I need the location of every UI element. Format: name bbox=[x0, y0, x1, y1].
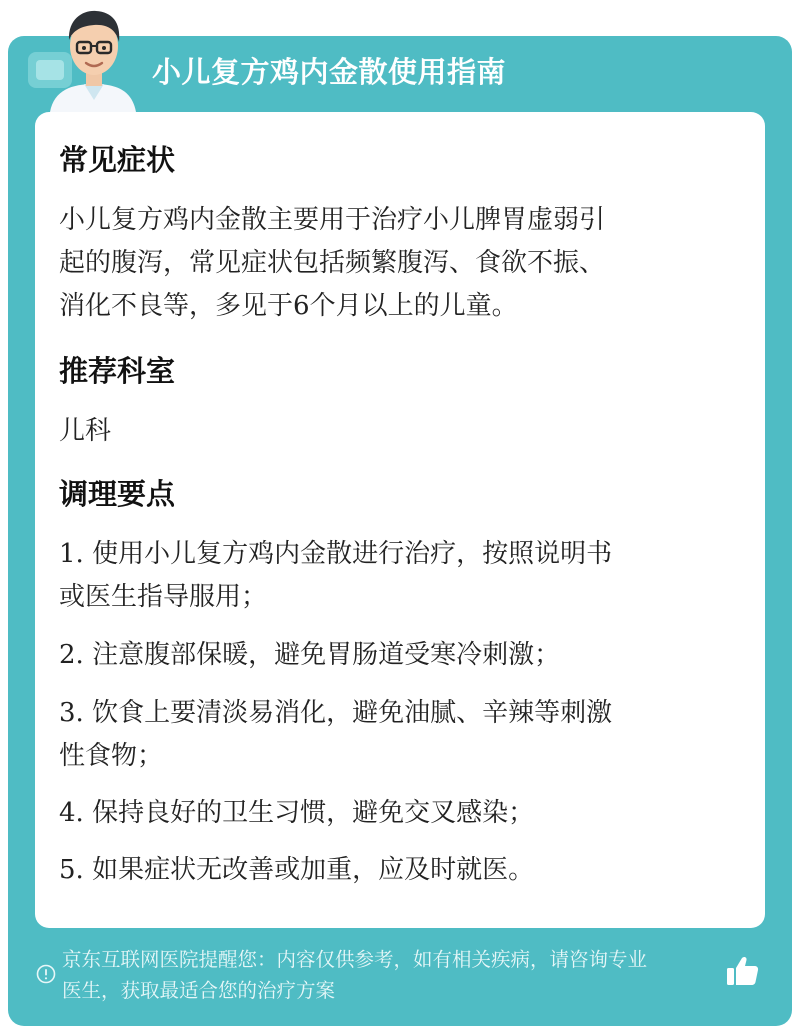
care-item-number: 3. bbox=[59, 698, 84, 728]
section-heading-care: 调理要点 bbox=[59, 477, 176, 511]
content-card bbox=[35, 112, 765, 928]
care-item bbox=[59, 634, 729, 677]
disclaimer-line-2: 医生，获取最适合您的治疗方案 bbox=[62, 979, 336, 1002]
department-value: 儿科 bbox=[59, 416, 112, 446]
symptoms-line-3-a: 消化不良等，多见于 bbox=[59, 291, 294, 321]
care-item bbox=[59, 692, 729, 778]
care-item-text: 饮食上要清淡易消化，避免油腻、辛辣等刺激 bbox=[83, 698, 613, 728]
symptoms-line-3-b: 个月以上的儿童。 bbox=[309, 291, 518, 321]
care-item bbox=[59, 849, 729, 892]
symptoms-line-3 bbox=[59, 285, 729, 328]
page-title: 小儿复方鸡内金散使用指南 bbox=[152, 55, 507, 89]
section-heading-department: 推荐科室 bbox=[59, 354, 176, 388]
care-item-4-line-1 bbox=[59, 792, 729, 835]
care-item-number: 2. bbox=[59, 640, 84, 670]
care-item-3-line-2: 性食物； bbox=[59, 741, 164, 771]
info-icon bbox=[36, 964, 56, 984]
care-item-2-line-1 bbox=[59, 634, 729, 677]
care-item-5-line-1 bbox=[59, 849, 729, 892]
symptoms-line-1: 小儿复方鸡内金散主要用于治疗小儿脾胃虚弱引 bbox=[59, 205, 606, 235]
care-item-text: 注意腹部保暖，避免胃肠道受寒冷刺激； bbox=[83, 640, 561, 670]
care-item bbox=[59, 533, 729, 619]
care-item bbox=[59, 792, 729, 835]
symptoms-line-2: 起的腹泻，常见症状包括频繁腹泻、食欲不振、 bbox=[59, 248, 606, 278]
care-item-3-line-1 bbox=[59, 692, 729, 735]
care-item-number: 4. bbox=[59, 798, 84, 828]
section-heading-symptoms: 常见症状 bbox=[59, 143, 176, 177]
disclaimer-line-1: 京东互联网医院提醒您：内容仅供参考，如有相关疾病，请咨询专业 bbox=[62, 948, 648, 971]
age-number: 6 bbox=[293, 291, 310, 321]
symptoms-text bbox=[59, 199, 729, 328]
care-item-1-line-2: 或医生指导服用； bbox=[59, 582, 268, 612]
care-item-text: 如果症状无改善或加重，应及时就医。 bbox=[83, 855, 535, 885]
care-item-text: 保持良好的卫生习惯，避免交叉感染； bbox=[83, 798, 535, 828]
thumbs-up-icon[interactable] bbox=[724, 953, 760, 989]
care-item-text: 使用小儿复方鸡内金散进行治疗，按照说明书 bbox=[83, 539, 613, 569]
doctor-avatar bbox=[28, 0, 158, 112]
disclaimer-footer bbox=[62, 944, 730, 1006]
care-item-number: 1. bbox=[59, 539, 84, 569]
care-item-1-line-1 bbox=[59, 533, 729, 576]
care-item-number: 5. bbox=[59, 855, 84, 885]
